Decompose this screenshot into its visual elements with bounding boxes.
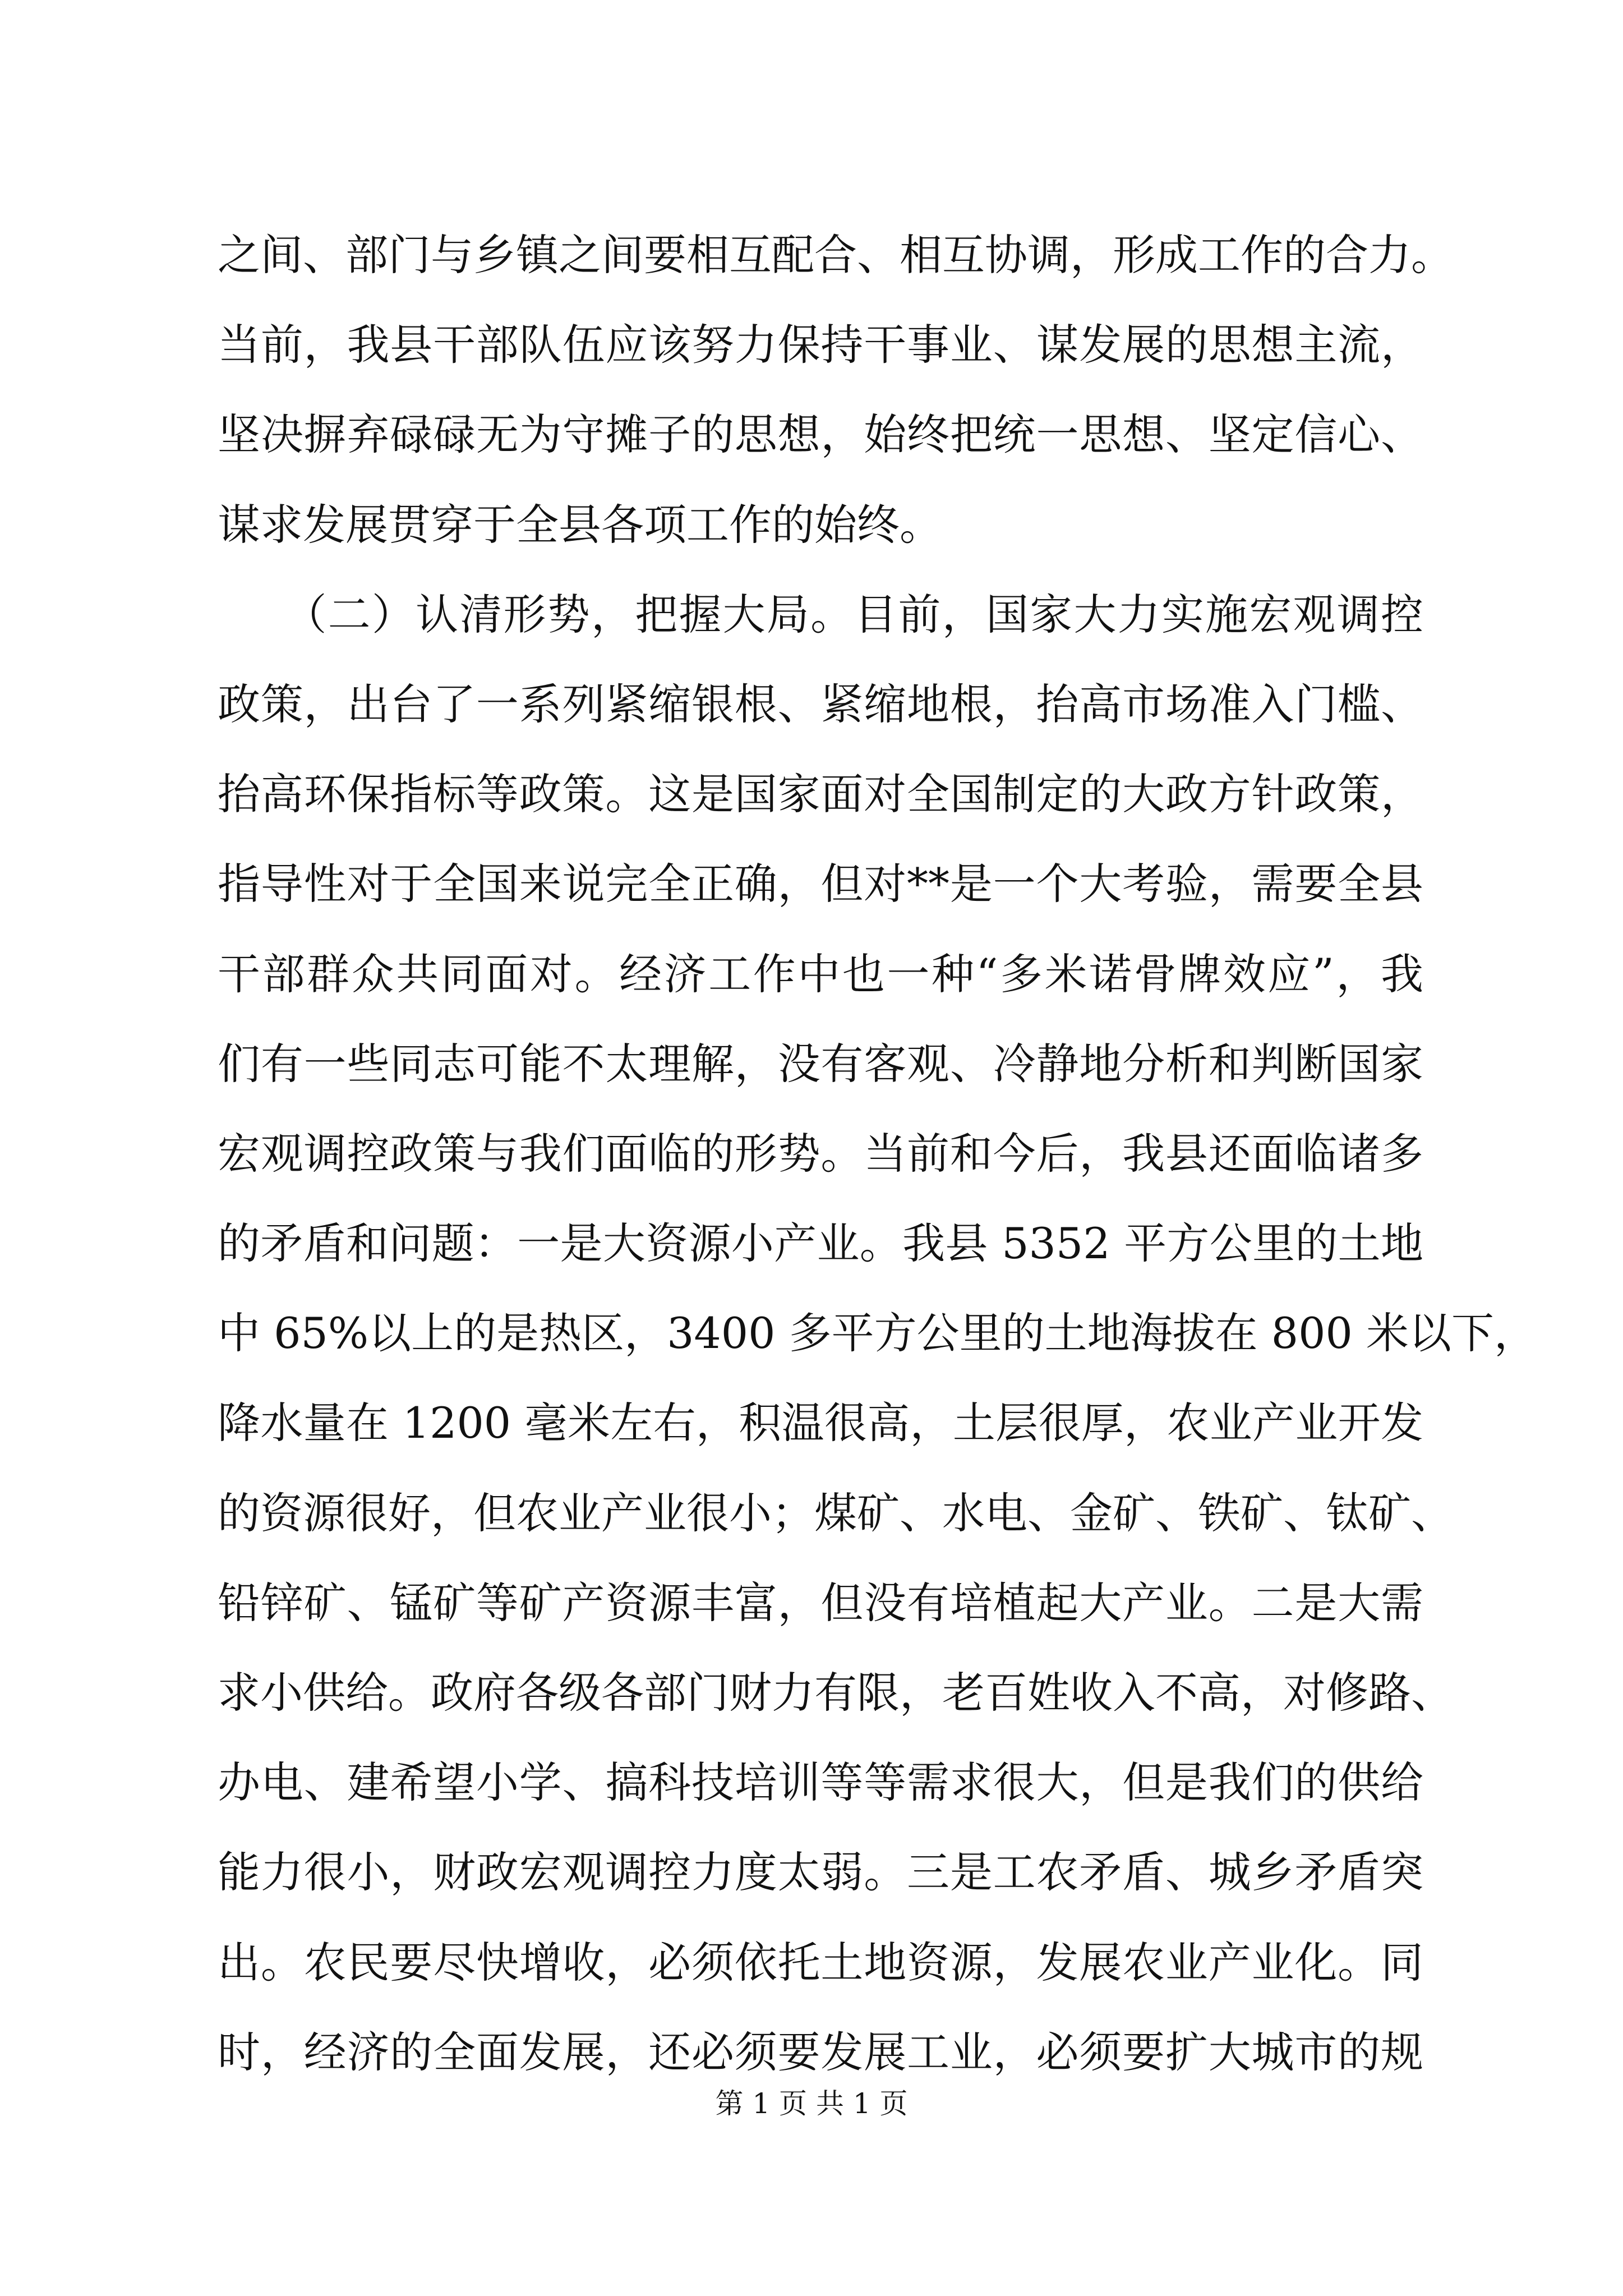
text-line: 降水量在 1200 毫米左右，积温很高，土层很厚，农业产业开发 <box>218 1398 1423 1448</box>
text-line: 办电、建希望小学、搞科技培训等等需求很大，但是我们的供给 <box>218 1757 1423 1808</box>
text-line: 之间、部门与乡镇之间要相互配合、相互协调，形成工作的合力。 <box>218 230 1454 280</box>
text-line: 干部群众共同面对。经济工作中也一种“多米诺骨牌效应”，我 <box>218 949 1423 999</box>
body-text <box>218 210 1537 2097</box>
text-line: 政策，出台了一系列紧缩银根、紧缩地根，抬高市场准入门槛、 <box>218 679 1423 729</box>
text-line: 们有一些同志可能不太理解，没有客观、冷静地分析和判断国家 <box>218 1038 1423 1089</box>
text-line: 抬高环保指标等政策。这是国家面对全国制定的大政方针政策， <box>218 769 1423 820</box>
text-line: 铅锌矿、锰矿等矿产资源丰富，但没有培植起大产业。二是大需 <box>218 1577 1423 1628</box>
text-line: 宏观调控政策与我们面临的形势。当前和今后，我县还面临诸多 <box>218 1128 1423 1179</box>
text-line: 谋求发展贯穿于全县各项工作的始终。 <box>218 499 942 550</box>
text-line: 求小供给。政府各级各部门财力有限，老百姓收入不高，对修路、 <box>218 1668 1454 1718</box>
text-line: 的资源很好，但农业产业很小；煤矿、水电、金矿、铁矿、钛矿、 <box>218 1488 1454 1538</box>
text-line: 的矛盾和问题：一是大资源小产业。我县 5352 平方公里的土地 <box>218 1218 1423 1269</box>
page-footer <box>0 2081 1623 2126</box>
text-line: 时，经济的全面发展，还必须要发展工业，必须要扩大城市的规 <box>218 2027 1423 2077</box>
text-line: 坚决摒弃碌碌无为守摊子的思想，始终把统一思想、坚定信心、 <box>218 409 1423 460</box>
page-number-label: 第 1 页 共 1 页 <box>715 2087 908 2120</box>
text-line: （二）认清形势，把握大局。目前，国家大力实施宏观调控 <box>218 589 1423 639</box>
text-line: 能力很小，财政宏观调控力度太弱。三是工农矛盾、城乡矛盾突 <box>218 1847 1423 1898</box>
text-line: 中 65%以上的是热区，3400 多平方公里的土地海拔在 800 米以下， <box>218 1308 1537 1359</box>
text-line: 指导性对于全国来说完全正确，但对**是一个大考验，需要全县 <box>218 859 1423 909</box>
text-line: 出。农民要尽快增收，必须依托土地资源，发展农业产业化。同 <box>218 1937 1423 1987</box>
text-line: 当前，我县干部队伍应该努力保持干事业、谋发展的思想主流， <box>218 320 1423 370</box>
